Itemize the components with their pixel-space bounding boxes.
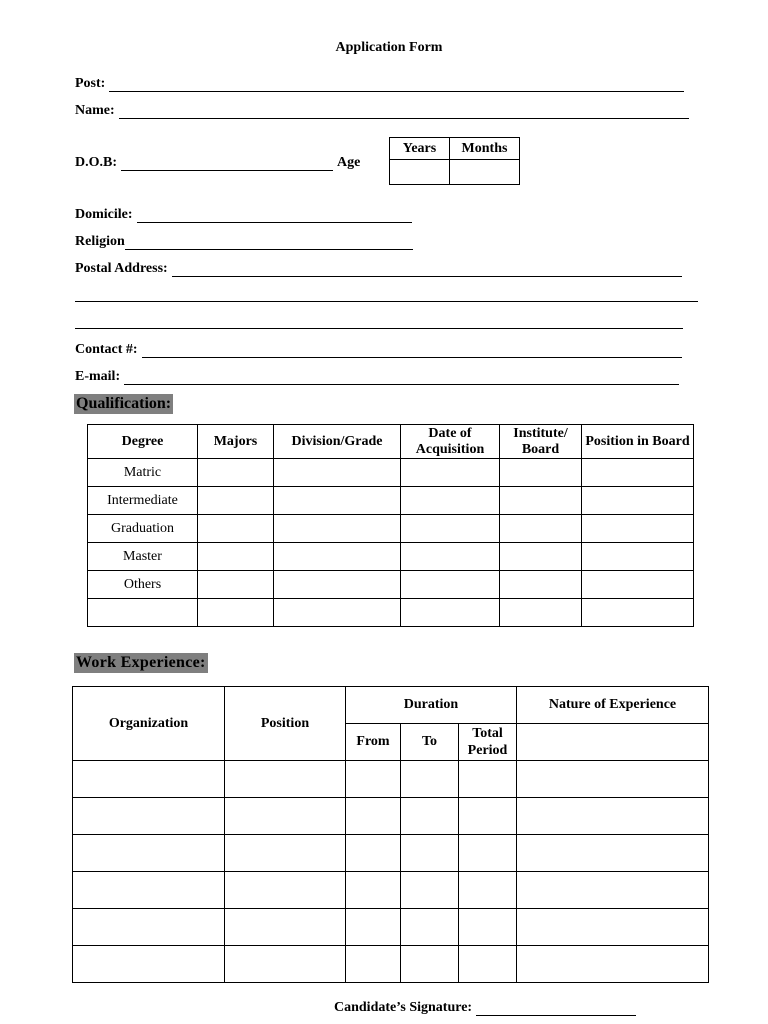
table-cell[interactable] [582, 571, 694, 599]
table-row [88, 571, 694, 599]
dob-field [75, 151, 360, 171]
table-cell[interactable] [500, 599, 582, 627]
qual-degree-blank[interactable] [88, 599, 198, 627]
table-cell[interactable] [225, 761, 346, 798]
table-cell[interactable] [401, 599, 500, 627]
qual-degree-intermediate: Intermediate [88, 487, 198, 515]
age-years-header: Years [390, 138, 450, 160]
table-cell[interactable] [198, 543, 274, 571]
table-cell[interactable] [517, 946, 709, 983]
table-row [88, 543, 694, 571]
table-cell[interactable] [500, 459, 582, 487]
table-cell[interactable] [401, 761, 459, 798]
table-cell[interactable] [401, 835, 459, 872]
post-field [75, 72, 684, 92]
table-cell[interactable] [459, 798, 517, 835]
table-cell[interactable] [198, 459, 274, 487]
table-cell[interactable] [274, 571, 401, 599]
table-cell[interactable] [582, 487, 694, 515]
table-cell[interactable] [225, 909, 346, 946]
postal-address-line-2[interactable] [75, 301, 698, 302]
domicile-field [75, 203, 412, 223]
postal-address-field [75, 257, 682, 277]
table-cell[interactable] [346, 909, 401, 946]
table-cell[interactable] [198, 571, 274, 599]
table-row [88, 515, 694, 543]
table-cell[interactable] [401, 543, 500, 571]
exp-header-from: From [346, 724, 401, 761]
religion-label: Religion [75, 234, 125, 249]
table-cell[interactable] [274, 459, 401, 487]
table-cell[interactable] [582, 543, 694, 571]
qual-header-majors: Majors [198, 425, 274, 459]
table-cell[interactable] [401, 571, 500, 599]
table-cell[interactable] [401, 459, 500, 487]
qualification-heading: Qualification: [76, 395, 172, 412]
signature-input-line[interactable] [476, 1001, 636, 1016]
qual-header-position: Position in Board [582, 425, 694, 459]
table-cell[interactable] [582, 599, 694, 627]
table-cell[interactable] [274, 515, 401, 543]
exp-header-total-period: Total Period [459, 724, 517, 761]
table-cell[interactable] [401, 909, 459, 946]
table-cell[interactable] [517, 761, 709, 798]
table-cell[interactable] [225, 798, 346, 835]
contact-input-line[interactable] [142, 343, 682, 358]
table-cell[interactable] [459, 835, 517, 872]
work-experience-heading: Work Experience: [76, 654, 206, 671]
table-cell[interactable] [225, 946, 346, 983]
table-cell[interactable] [346, 835, 401, 872]
qual-degree-others: Others [88, 571, 198, 599]
qual-header-degree: Degree [88, 425, 198, 459]
age-label: Age [337, 155, 361, 170]
table-cell[interactable] [73, 835, 225, 872]
table-cell[interactable] [517, 872, 709, 909]
table-cell[interactable] [346, 946, 401, 983]
exp-header-nature: Nature of Experience [517, 687, 709, 724]
email-input-line[interactable] [124, 370, 679, 385]
table-cell[interactable] [73, 761, 225, 798]
contact-field [75, 338, 682, 358]
table-cell[interactable] [500, 487, 582, 515]
qual-degree-matric: Matric [88, 459, 198, 487]
table-row [73, 798, 709, 835]
table-cell[interactable] [582, 459, 694, 487]
table-cell[interactable] [517, 909, 709, 946]
table-row [73, 872, 709, 909]
table-cell[interactable] [346, 798, 401, 835]
table-cell[interactable] [274, 599, 401, 627]
name-label: Name: [75, 103, 115, 118]
religion-field [75, 230, 413, 250]
table-cell[interactable] [500, 571, 582, 599]
table-cell[interactable] [198, 515, 274, 543]
domicile-input-line[interactable] [137, 208, 412, 223]
table-cell[interactable] [401, 487, 500, 515]
dob-input-line[interactable] [121, 156, 333, 171]
qual-degree-graduation: Graduation [88, 515, 198, 543]
table-cell[interactable] [73, 872, 225, 909]
table-row [88, 599, 694, 627]
signature-label: Candidate’s Signature: [334, 1000, 473, 1015]
table-cell[interactable] [346, 872, 401, 909]
name-field [75, 99, 689, 119]
qual-header-institute: Institute/ Board [500, 425, 582, 459]
table-cell[interactable] [73, 798, 225, 835]
signature-field [334, 1000, 636, 1016]
email-field [75, 365, 679, 385]
age-table [389, 137, 520, 185]
religion-input-line[interactable] [125, 235, 413, 250]
table-cell[interactable] [225, 835, 346, 872]
table-cell[interactable] [73, 909, 225, 946]
table-row [88, 487, 694, 515]
dob-label: D.O.B: [75, 155, 117, 170]
table-cell[interactable] [500, 543, 582, 571]
postal-address-input-line[interactable] [172, 262, 682, 277]
page-title: Application Form [335, 40, 443, 55]
table-cell[interactable] [459, 872, 517, 909]
table-cell[interactable] [225, 872, 346, 909]
qual-degree-master: Master [88, 543, 198, 571]
table-cell[interactable] [346, 761, 401, 798]
table-row [73, 835, 709, 872]
post-label: Post: [75, 76, 106, 91]
age-years-cell[interactable] [390, 160, 450, 185]
table-cell[interactable] [459, 761, 517, 798]
domicile-label: Domicile: [75, 207, 133, 222]
table-row [73, 909, 709, 946]
contact-label: Contact #: [75, 342, 138, 357]
postal-address-line-3[interactable] [75, 328, 683, 329]
qual-header-division: Division/Grade [274, 425, 401, 459]
table-cell[interactable] [500, 515, 582, 543]
table-cell[interactable] [73, 946, 225, 983]
qual-header-date: Date of Acquisition [401, 425, 500, 459]
table-cell[interactable] [198, 599, 274, 627]
name-input-line[interactable] [119, 104, 689, 119]
table-cell[interactable] [459, 909, 517, 946]
exp-header-to: To [401, 724, 459, 761]
exp-header-position: Position [225, 687, 346, 761]
table-cell[interactable] [401, 946, 459, 983]
table-cell[interactable] [401, 798, 459, 835]
table-cell[interactable] [517, 798, 709, 835]
email-label: E-mail: [75, 369, 121, 384]
table-row [73, 946, 709, 983]
table-cell[interactable] [274, 487, 401, 515]
postal-address-label: Postal Address: [75, 261, 168, 276]
age-months-header: Months [450, 138, 520, 160]
table-row [88, 459, 694, 487]
table-cell[interactable] [274, 543, 401, 571]
table-row [73, 761, 709, 798]
qualification-table [87, 424, 694, 627]
exp-nature-subcell [517, 724, 709, 761]
table-cell[interactable] [517, 835, 709, 872]
table-cell[interactable] [198, 487, 274, 515]
post-input-line[interactable] [109, 77, 684, 92]
table-cell[interactable] [401, 872, 459, 909]
table-cell[interactable] [401, 515, 500, 543]
table-cell[interactable] [582, 515, 694, 543]
table-cell[interactable] [459, 946, 517, 983]
exp-header-duration: Duration [346, 687, 517, 724]
exp-header-organization: Organization [73, 687, 225, 761]
work-experience-table [72, 686, 709, 983]
age-months-cell[interactable] [450, 160, 520, 185]
